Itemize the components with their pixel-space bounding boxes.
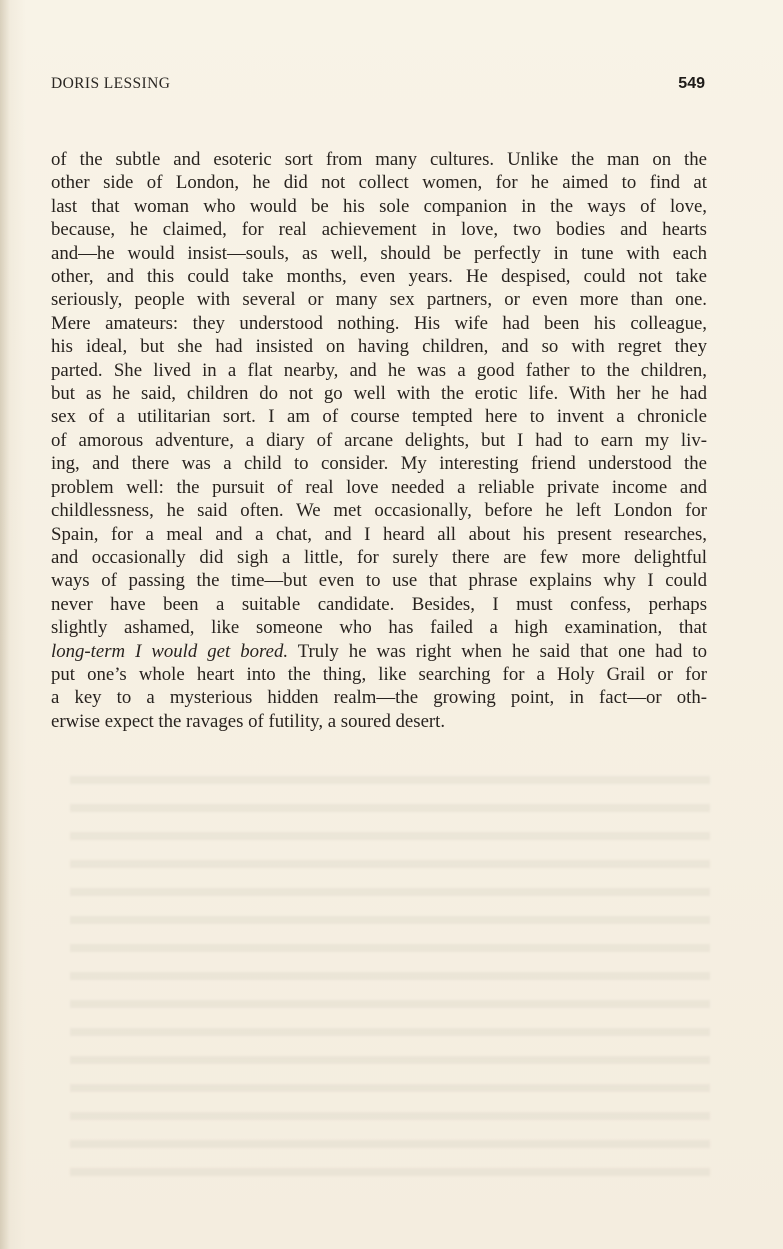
text-line: a key to a mysterious hidden realm—the growing point, in fact—or oth- [51, 687, 707, 709]
text-line: last that woman who would be his sole companion in the ways of love, [51, 195, 707, 217]
text-line: other, and this could take months, even years. He despised, could not take [51, 266, 707, 288]
running-head: DORIS LESSING [51, 75, 171, 92]
text-line: of amorous adventure, a diary of arcane delights, but I had to earn my liv- [51, 429, 707, 451]
text-line: slightly ashamed, like someone who has failed a high examination, that [51, 617, 707, 639]
text-line: and—he would insist—souls, as well, should be perfectly in tune with each [51, 242, 707, 264]
text-line: because, he claimed, for real achievement in love, two bodies and hearts [51, 219, 707, 241]
text-line: put one’s whole heart into the thing, like searching for a Holy Grail or for [51, 663, 707, 685]
text-line: ways of passing the time—but even to use that phrase explains why I could [51, 570, 707, 592]
text-line: Mere amateurs: they understood nothing. His wife had been his colleague, [51, 312, 707, 334]
text-line: his ideal, but she had insisted on having children, and so with regret they [51, 336, 707, 358]
text-line: seriously, people with several or many sex partners, or even more than one. [51, 289, 707, 311]
text-line-last: erwise expect the ravages of futility, a soured desert. [51, 710, 446, 732]
text-line: other side of London, he did not collect women, for he aimed to find at [51, 172, 707, 194]
text-line: ing, and there was a child to consider. My interesting friend understood the [51, 453, 707, 475]
text-fragment: Truly he was right when he said that one had to [288, 640, 707, 662]
text-line: childlessness, he said often. We met occasionally, before he left London for [51, 500, 707, 522]
page-header [51, 75, 707, 97]
page-number: 549 [678, 75, 705, 92]
text-line: sex of a utilitarian sort. I am of course tempted here to invent a chronicle [51, 406, 707, 428]
italic-phrase: long-term I would get bored. [51, 640, 289, 662]
text-line: Spain, for a meal and a chat, and I heard all about his present researches, [51, 523, 707, 545]
text-line [51, 640, 707, 663]
text-line: of the subtle and esoteric sort from many cultures. Unlike the man on the [51, 149, 707, 170]
text-line: and occasionally did sigh a little, for surely there are few more delightful [51, 546, 707, 568]
text-line: but as he said, children do not go well with the erotic life. With her he had [51, 383, 707, 405]
show-through-shadow [70, 760, 710, 1180]
text-line: parted. She lived in a flat nearby, and he was a good father to the children, [51, 359, 707, 381]
body-paragraph [51, 148, 707, 733]
text-line: problem well: the pursuit of real love needed a reliable private income and [51, 476, 707, 498]
text-line: never have been a suitable candidate. Besides, I must confess, perhaps [51, 593, 707, 615]
